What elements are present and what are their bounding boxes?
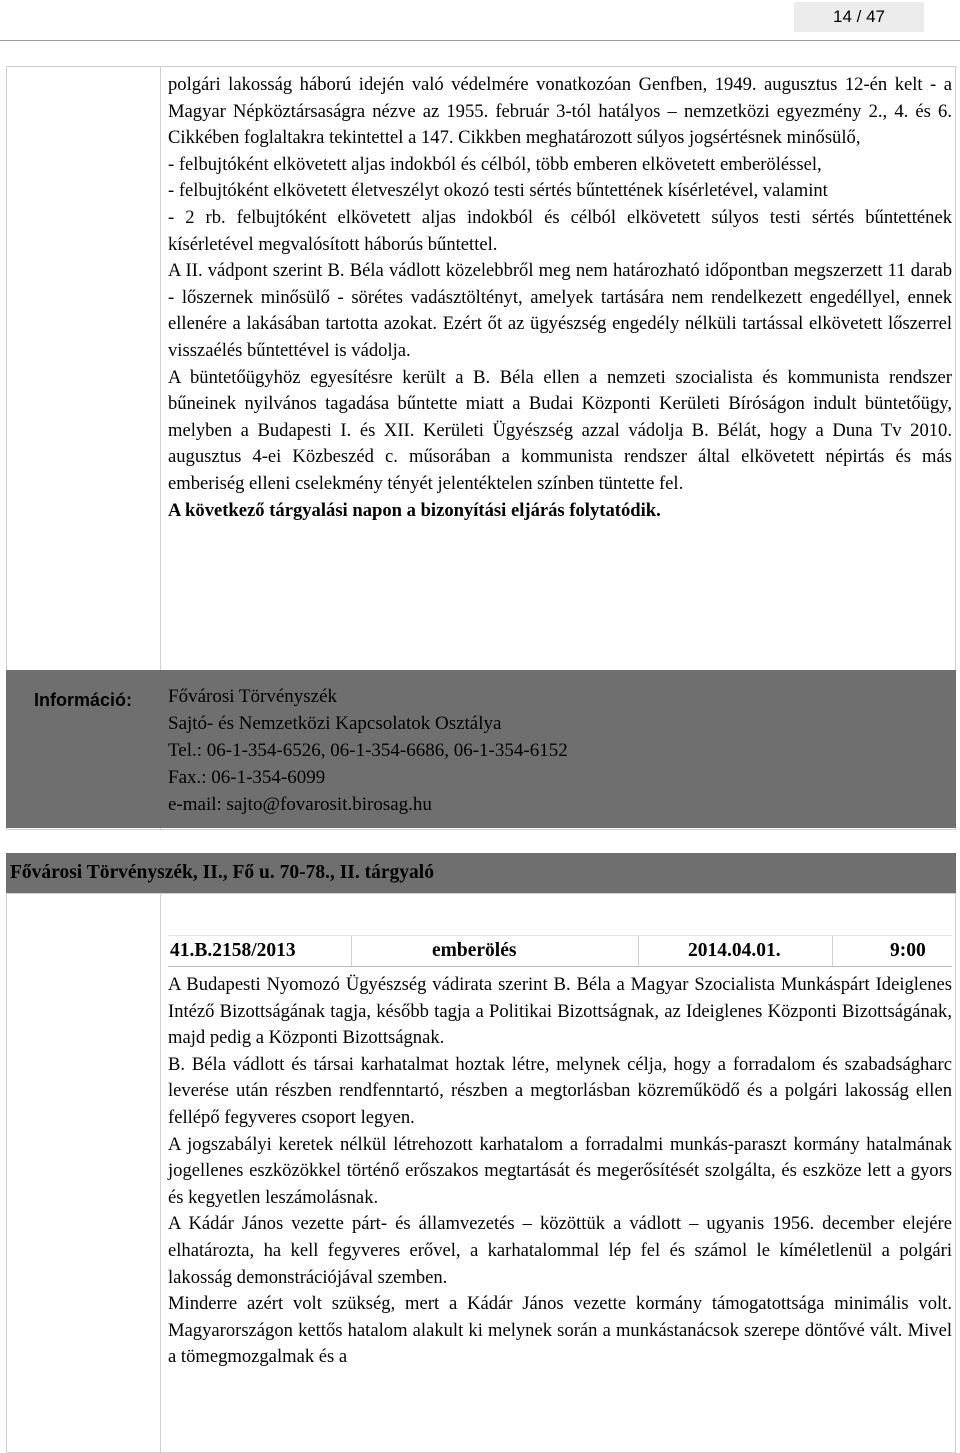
case2-paragraph: A jogszabályi keretek nélkül létrehozott karhatalom a forradalmi munkás-paraszt kormány hatalmának jogellenes eszközökkel történő erőszakos megtartását és megerősítését szolgálta, és eszköze lett a gyors és kegyetlen leszámolásnak. — [168, 1133, 952, 1208]
case2-description — [168, 972, 952, 1371]
header-divider — [0, 40, 960, 41]
case-paragraph: A II. vádpont szerint B. Béla vádlott közelebbről meg nem határozható időpontban megszerzett 11 darab - lőszernek minősülő - sörétes vadásztöltényt, amelyek tartására nem rendelkezett engedéllyel, ennek ellenére a lakásában tartotta azokat. Ezért őt az ügyészség engedély nélküli tartással elkövetett lőszerrel visszaélés bűntettével is vádolja. — [168, 260, 952, 361]
case-description — [168, 72, 952, 524]
case2-paragraph: A Budapesti Nyomozó Ügyészség vádirata szerint B. Béla a Magyar Szocialista Munkáspárt Ideiglenes Intéző Bizottságának tagja, később tagja a Politikai Bizottságnak, az Ideiglenes Központi Bizottságának, majd pedig a Központi Bizottságnak. — [168, 974, 952, 1049]
email-address[interactable]: e-mail: sajto@fovarosit.birosag.hu — [168, 794, 432, 815]
case-paragraph: - felbujtóként elkövetett életveszélyt okozó testi sértés bűntettének kísérletével, valamint — [168, 180, 828, 202]
department-name: Sajtó- és Nemzetközi Kapcsolatok Osztálya — [168, 713, 502, 734]
case-paragraph: polgári lakosság háború idején való védelmére vonatkozóan Genfben, 1949. augusztus 12-én kelt - a Magyar Népköztársaságra nézve az 1955. február 3-tól hatályos – nemzetközi egyezmény 2., 4. és 6. Cikkében foglaltakra tekintettel a 147. Cikkben meghatározott súlyos jogsértésnek minősülő, — [168, 74, 952, 149]
case-header-row — [168, 935, 952, 967]
case2-left-column — [7, 894, 161, 1452]
case2-paragraph: Minderre azért volt szükség, mert a Kádár János vezette kormány támogatottsága minimális volt. Magyarországon kettős hatalom alakult ki melynek során a munkástanácsok szerepe döntővé vált. Mivel a tömegmozgalmak és a — [168, 1293, 952, 1368]
column-divider — [638, 936, 639, 966]
info-label: Információ: — [33, 690, 132, 710]
page-number: 14 / 47 — [794, 2, 924, 32]
fax-number: Fax.: 06-1-354-6099 — [168, 767, 326, 788]
column-divider — [832, 936, 833, 966]
hearing-time: 9:00 — [890, 940, 926, 961]
case-paragraph: A büntetőügyhöz egyesítésre került a B. Béla ellen a nemzeti szocialista és kommunista rendszer bűneinek nyilvános tagadása bűntette miatt a Budai Központi Kerületi Bíróságon indult büntetőügy, melyben a Budapesti I. és XII. Kerületi Ügyészség azzal vádolja B. Bélát, hogy a Duna Tv 2010. augusztus 4-ei Közbeszéd c. műsorában a kommunista rendszer által elkövetett népirtás és más emberiség elleni cselekmény tényét jelentéktelen színben tüntette fel. — [168, 366, 952, 494]
case-charge: emberölés — [432, 940, 517, 961]
court-name: Fővárosi Törvényszék — [168, 686, 338, 707]
phone-numbers: Tel.: 06-1-354-6526, 06-1-354-6686, 06-1-354-6152 — [168, 740, 568, 761]
next-hearing-note: A következő tárgyalási napon a bizonyítási eljárás folytatódik. — [168, 499, 661, 521]
case2-paragraph: A Kádár János vezette párt- és államvezetés – közöttük a vádlott – ugyanis 1956. december elejére elhatározta, ha kell fegyveres erővel, a karhatalommal lép fel és számol le kíméletlenül a polgári lakosság demonstrációjával szemben. — [168, 1213, 952, 1288]
case2-paragraph: B. Béla vádlott és társai karhatalmat hoztak létre, melynek célja, hogy a forradalom és szabadságharc leverése után részben rendfenntartó, részben a megtorlásban közreműködő és a polgári lakosság ellen fellépő fegyveres csoport legyen. — [168, 1053, 952, 1128]
venue-heading: Fővárosi Törvényszék, II., Fő u. 70-78., II. tárgyaló — [6, 853, 956, 893]
hearing-date: 2014.04.01. — [688, 940, 781, 961]
press-contact — [168, 683, 948, 818]
case-number: 41.B.2158/2013 — [170, 940, 296, 961]
case-paragraph: - felbujtóként elkövetett aljas indokból és célból, több emberen elkövetett emberöléssel, — [168, 153, 822, 175]
case-paragraph: - 2 rb. felbujtóként elkövetett aljas indokból és célból elkövetett súlyos testi sértés bűntettének kísérletével megvalósított háborús bűntettel. — [168, 206, 952, 255]
column-divider — [351, 936, 352, 966]
